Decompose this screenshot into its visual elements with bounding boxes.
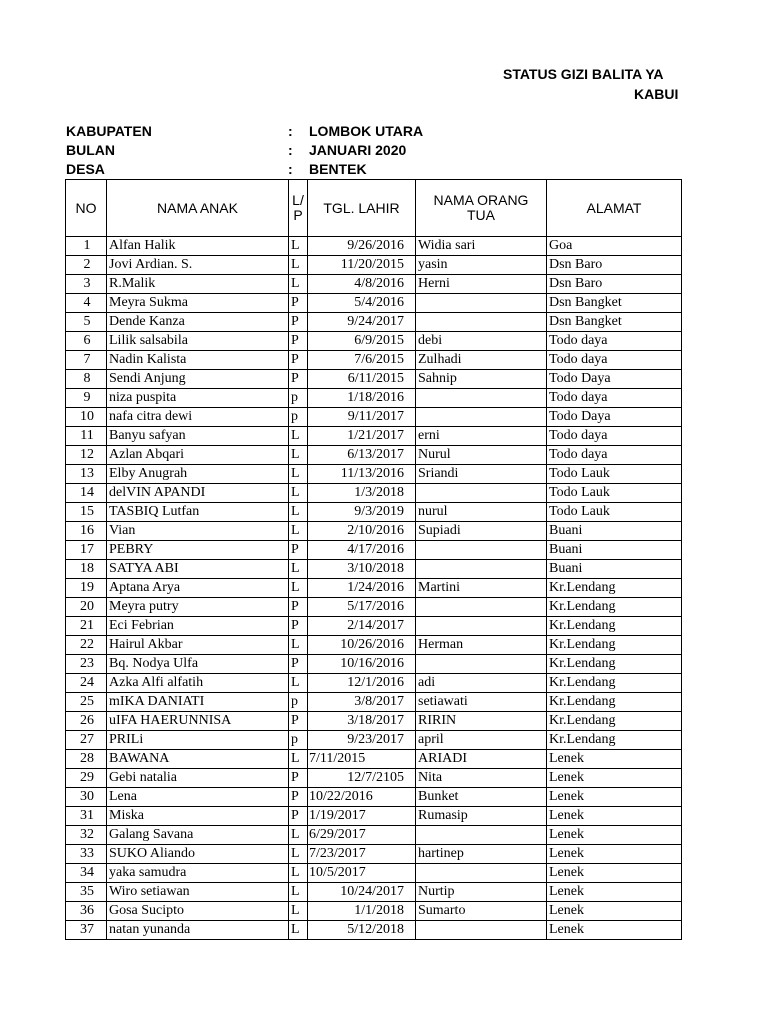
cell-lp: P — [289, 617, 308, 636]
cell-no: 19 — [66, 579, 107, 598]
table-row — [66, 256, 682, 275]
table-row — [66, 427, 682, 446]
cell-no: 25 — [66, 693, 107, 712]
table-row — [66, 503, 682, 522]
table-row — [66, 275, 682, 294]
cell-lp: L — [289, 750, 308, 769]
cell-nama-orang-tua: Nurtip — [416, 883, 547, 902]
cell-alamat: Lenek — [547, 788, 682, 807]
document-title: STATUS GIZI BALITA YA — [503, 66, 664, 82]
cell-alamat: Todo daya — [547, 446, 682, 465]
table-row — [66, 750, 682, 769]
table-row — [66, 484, 682, 503]
cell-no: 31 — [66, 807, 107, 826]
cell-nama-anak: PEBRY — [107, 541, 289, 560]
cell-nama-anak: Banyu safyan — [107, 427, 289, 446]
cell-alamat: Todo Daya — [547, 408, 682, 427]
cell-nama-orang-tua — [416, 313, 547, 332]
table-row — [66, 522, 682, 541]
table-body — [66, 237, 682, 940]
cell-nama-orang-tua: Nita — [416, 769, 547, 788]
cell-no: 12 — [66, 446, 107, 465]
cell-tgl-lahir: 11/13/2016 — [308, 465, 416, 484]
cell-no: 33 — [66, 845, 107, 864]
cell-nama-orang-tua: Nurul — [416, 446, 547, 465]
cell-lp: P — [289, 712, 308, 731]
cell-tgl-lahir: 1/3/2018 — [308, 484, 416, 503]
cell-lp: p — [289, 693, 308, 712]
cell-nama-anak: Vian — [107, 522, 289, 541]
cell-tgl-lahir: 7/23/2017 — [308, 845, 416, 864]
cell-alamat: Kr.Lendang — [547, 617, 682, 636]
cell-nama-anak: BAWANA — [107, 750, 289, 769]
document-subtitle: KABUI — [634, 86, 679, 102]
cell-tgl-lahir: 12/7/2105 — [308, 769, 416, 788]
cell-alamat: Goa — [547, 237, 682, 256]
info-separator: : — [288, 142, 293, 158]
cell-no: 14 — [66, 484, 107, 503]
cell-lp: P — [289, 294, 308, 313]
table-row — [66, 237, 682, 256]
cell-nama-anak: Gosa Sucipto — [107, 902, 289, 921]
cell-alamat: Todo daya — [547, 332, 682, 351]
cell-no: 34 — [66, 864, 107, 883]
info-label: KABUPATEN — [66, 123, 152, 139]
cell-nama-orang-tua: Sriandi — [416, 465, 547, 484]
cell-tgl-lahir: 10/22/2016 — [308, 788, 416, 807]
cell-lp: L — [289, 674, 308, 693]
cell-nama-orang-tua: nurul — [416, 503, 547, 522]
table-row — [66, 655, 682, 674]
cell-lp: L — [289, 902, 308, 921]
cell-no: 30 — [66, 788, 107, 807]
cell-alamat: Dsn Baro — [547, 275, 682, 294]
cell-tgl-lahir: 7/11/2015 — [308, 750, 416, 769]
cell-no: 16 — [66, 522, 107, 541]
cell-alamat: Lenek — [547, 845, 682, 864]
cell-nama-anak: Meyra putry — [107, 598, 289, 617]
cell-alamat: Kr.Lendang — [547, 598, 682, 617]
cell-nama-orang-tua: Zulhadi — [416, 351, 547, 370]
cell-alamat: Buani — [547, 560, 682, 579]
table-row — [66, 465, 682, 484]
cell-alamat: Kr.Lendang — [547, 674, 682, 693]
cell-alamat: Lenek — [547, 807, 682, 826]
cell-nama-anak: mIKA DANIATI — [107, 693, 289, 712]
cell-nama-orang-tua — [416, 294, 547, 313]
cell-tgl-lahir: 9/11/2017 — [308, 408, 416, 427]
cell-nama-orang-tua: Sahnip — [416, 370, 547, 389]
cell-alamat: Kr.Lendang — [547, 693, 682, 712]
cell-lp: P — [289, 313, 308, 332]
cell-tgl-lahir: 6/29/2017 — [308, 826, 416, 845]
cell-lp: L — [289, 503, 308, 522]
cell-nama-anak: Alfan Halik — [107, 237, 289, 256]
cell-tgl-lahir: 6/13/2017 — [308, 446, 416, 465]
cell-nama-orang-tua: setiawati — [416, 693, 547, 712]
table-row — [66, 826, 682, 845]
balita-table — [65, 179, 682, 940]
cell-no: 35 — [66, 883, 107, 902]
cell-nama-anak: Jovi Ardian. S. — [107, 256, 289, 275]
cell-lp: P — [289, 370, 308, 389]
cell-lp: L — [289, 921, 308, 940]
cell-nama-orang-tua: Bunket — [416, 788, 547, 807]
cell-no: 37 — [66, 921, 107, 940]
cell-alamat: Todo Daya — [547, 370, 682, 389]
table-row — [66, 769, 682, 788]
cell-tgl-lahir: 9/3/2019 — [308, 503, 416, 522]
cell-nama-anak: Meyra Sukma — [107, 294, 289, 313]
info-separator: : — [288, 161, 293, 177]
cell-tgl-lahir: 3/18/2017 — [308, 712, 416, 731]
cell-nama-anak: Elby Anugrah — [107, 465, 289, 484]
cell-alamat: Kr.Lendang — [547, 712, 682, 731]
cell-alamat: Lenek — [547, 750, 682, 769]
cell-nama-anak: Wiro setiawan — [107, 883, 289, 902]
cell-alamat: Lenek — [547, 826, 682, 845]
cell-lp: p — [289, 408, 308, 427]
cell-tgl-lahir: 10/5/2017 — [308, 864, 416, 883]
cell-nama-orang-tua — [416, 541, 547, 560]
cell-no: 9 — [66, 389, 107, 408]
cell-nama-anak: PRILi — [107, 731, 289, 750]
cell-lp: p — [289, 389, 308, 408]
cell-no: 1 — [66, 237, 107, 256]
cell-tgl-lahir: 3/10/2018 — [308, 560, 416, 579]
table-row — [66, 332, 682, 351]
cell-nama-anak: nafa citra dewi — [107, 408, 289, 427]
table-row — [66, 617, 682, 636]
cell-alamat: Lenek — [547, 864, 682, 883]
cell-no: 29 — [66, 769, 107, 788]
cell-no: 7 — [66, 351, 107, 370]
cell-no: 10 — [66, 408, 107, 427]
table-row — [66, 636, 682, 655]
cell-nama-orang-tua — [416, 389, 547, 408]
cell-alamat: Lenek — [547, 902, 682, 921]
cell-no: 18 — [66, 560, 107, 579]
cell-nama-anak: Eci Febrian — [107, 617, 289, 636]
cell-lp: P — [289, 788, 308, 807]
table-row — [66, 389, 682, 408]
column-header-alamat: ALAMAT — [547, 180, 682, 237]
cell-nama-anak: Hairul Akbar — [107, 636, 289, 655]
cell-nama-anak: Dende Kanza — [107, 313, 289, 332]
cell-no: 36 — [66, 902, 107, 921]
cell-tgl-lahir: 6/9/2015 — [308, 332, 416, 351]
cell-alamat: Kr.Lendang — [547, 636, 682, 655]
table-row — [66, 351, 682, 370]
table-row — [66, 731, 682, 750]
cell-alamat: Buani — [547, 522, 682, 541]
cell-nama-anak: SUKO Aliando — [107, 845, 289, 864]
cell-alamat: Kr.Lendang — [547, 731, 682, 750]
cell-lp: P — [289, 807, 308, 826]
cell-nama-orang-tua: Supiadi — [416, 522, 547, 541]
cell-nama-orang-tua — [416, 921, 547, 940]
cell-nama-orang-tua — [416, 864, 547, 883]
cell-nama-anak: R.Malik — [107, 275, 289, 294]
cell-no: 32 — [66, 826, 107, 845]
cell-nama-orang-tua: erni — [416, 427, 547, 446]
cell-no: 2 — [66, 256, 107, 275]
cell-nama-anak: natan yunanda — [107, 921, 289, 940]
cell-lp: P — [289, 351, 308, 370]
column-header-lp: L/ P — [289, 180, 308, 237]
cell-nama-anak: uIFA HAERUNNISA — [107, 712, 289, 731]
cell-no: 24 — [66, 674, 107, 693]
cell-nama-anak: Gebi natalia — [107, 769, 289, 788]
cell-nama-anak: Aptana Arya — [107, 579, 289, 598]
cell-alamat: Lenek — [547, 769, 682, 788]
cell-tgl-lahir: 1/1/2018 — [308, 902, 416, 921]
table-row — [66, 807, 682, 826]
cell-lp: P — [289, 655, 308, 674]
cell-alamat: Todo Lauk — [547, 465, 682, 484]
column-header-nama-orang-tua: NAMA ORANG TUA — [416, 180, 547, 237]
cell-nama-anak: Azka Alfi alfatih — [107, 674, 289, 693]
cell-no: 6 — [66, 332, 107, 351]
cell-nama-anak: Sendi Anjung — [107, 370, 289, 389]
cell-lp: L — [289, 845, 308, 864]
cell-nama-orang-tua: RIRIN — [416, 712, 547, 731]
cell-alamat: Todo Lauk — [547, 503, 682, 522]
table-row — [66, 712, 682, 731]
cell-alamat: Buani — [547, 541, 682, 560]
cell-nama-orang-tua — [416, 617, 547, 636]
cell-alamat: Todo daya — [547, 427, 682, 446]
cell-lp: L — [289, 237, 308, 256]
column-header-nama-anak: NAMA ANAK — [107, 180, 289, 237]
cell-lp: p — [289, 731, 308, 750]
cell-no: 3 — [66, 275, 107, 294]
cell-nama-orang-tua: ARIADI — [416, 750, 547, 769]
cell-tgl-lahir: 9/26/2016 — [308, 237, 416, 256]
cell-nama-anak: Miska — [107, 807, 289, 826]
cell-nama-anak: Bq. Nodya Ulfa — [107, 655, 289, 674]
cell-tgl-lahir: 3/8/2017 — [308, 693, 416, 712]
cell-nama-orang-tua — [416, 655, 547, 674]
table-row — [66, 674, 682, 693]
cell-tgl-lahir: 4/8/2016 — [308, 275, 416, 294]
cell-nama-anak: Nadin Kalista — [107, 351, 289, 370]
cell-lp: P — [289, 769, 308, 788]
table-row — [66, 408, 682, 427]
cell-lp: L — [289, 484, 308, 503]
table-row — [66, 370, 682, 389]
cell-lp: L — [289, 275, 308, 294]
table-row — [66, 864, 682, 883]
cell-nama-orang-tua — [416, 484, 547, 503]
cell-tgl-lahir: 1/19/2017 — [308, 807, 416, 826]
cell-lp: L — [289, 864, 308, 883]
cell-lp: L — [289, 446, 308, 465]
cell-alamat: Todo Lauk — [547, 484, 682, 503]
table-row — [66, 560, 682, 579]
info-value: BENTEK — [309, 161, 367, 177]
cell-nama-anak: SATYA ABI — [107, 560, 289, 579]
cell-nama-orang-tua: Widia sari — [416, 237, 547, 256]
cell-alamat: Lenek — [547, 883, 682, 902]
cell-alamat: Dsn Bangket — [547, 313, 682, 332]
table-row — [66, 921, 682, 940]
cell-no: 11 — [66, 427, 107, 446]
table-row — [66, 541, 682, 560]
cell-nama-orang-tua — [416, 408, 547, 427]
info-value: JANUARI 2020 — [309, 142, 407, 158]
cell-nama-orang-tua: Rumasip — [416, 807, 547, 826]
cell-tgl-lahir: 7/6/2015 — [308, 351, 416, 370]
cell-nama-anak: delVIN APANDI — [107, 484, 289, 503]
cell-tgl-lahir: 12/1/2016 — [308, 674, 416, 693]
cell-no: 28 — [66, 750, 107, 769]
table-row — [66, 693, 682, 712]
cell-tgl-lahir: 10/16/2016 — [308, 655, 416, 674]
cell-lp: P — [289, 541, 308, 560]
table-row — [66, 313, 682, 332]
table-row — [66, 579, 682, 598]
cell-lp: L — [289, 579, 308, 598]
cell-tgl-lahir: 5/17/2016 — [308, 598, 416, 617]
cell-tgl-lahir: 5/4/2016 — [308, 294, 416, 313]
cell-tgl-lahir: 1/18/2016 — [308, 389, 416, 408]
cell-no: 27 — [66, 731, 107, 750]
cell-lp: L — [289, 883, 308, 902]
cell-nama-orang-tua: debi — [416, 332, 547, 351]
info-value: LOMBOK UTARA — [309, 123, 424, 139]
cell-nama-anak: TASBIQ Lutfan — [107, 503, 289, 522]
cell-nama-anak: Azlan Abqari — [107, 446, 289, 465]
cell-no: 8 — [66, 370, 107, 389]
cell-lp: L — [289, 636, 308, 655]
column-header-tgl-lahir: TGL. LAHIR — [308, 180, 416, 237]
info-separator: : — [288, 123, 293, 139]
cell-alamat: Kr.Lendang — [547, 655, 682, 674]
cell-nama-orang-tua: yasin — [416, 256, 547, 275]
cell-nama-anak: niza puspita — [107, 389, 289, 408]
cell-nama-anak: Galang Savana — [107, 826, 289, 845]
cell-tgl-lahir: 1/24/2016 — [308, 579, 416, 598]
info-label: BULAN — [66, 142, 115, 158]
table-row — [66, 788, 682, 807]
cell-alamat: Dsn Baro — [547, 256, 682, 275]
cell-nama-orang-tua — [416, 826, 547, 845]
table-row — [66, 845, 682, 864]
table-row — [66, 902, 682, 921]
cell-tgl-lahir: 5/12/2018 — [308, 921, 416, 940]
table-row — [66, 446, 682, 465]
cell-lp: L — [289, 256, 308, 275]
cell-nama-anak: Lena — [107, 788, 289, 807]
cell-no: 5 — [66, 313, 107, 332]
cell-nama-anak: yaka samudra — [107, 864, 289, 883]
cell-alamat: Todo daya — [547, 389, 682, 408]
table-row — [66, 294, 682, 313]
cell-nama-orang-tua — [416, 598, 547, 617]
cell-lp: L — [289, 826, 308, 845]
cell-lp: L — [289, 522, 308, 541]
cell-nama-orang-tua: adi — [416, 674, 547, 693]
cell-nama-orang-tua: hartinep — [416, 845, 547, 864]
cell-nama-orang-tua: Sumarto — [416, 902, 547, 921]
cell-no: 4 — [66, 294, 107, 313]
cell-alamat: Kr.Lendang — [547, 579, 682, 598]
table-row — [66, 598, 682, 617]
cell-tgl-lahir: 2/10/2016 — [308, 522, 416, 541]
cell-lp: L — [289, 427, 308, 446]
cell-no: 20 — [66, 598, 107, 617]
cell-lp: P — [289, 598, 308, 617]
column-header-no: NO — [66, 180, 107, 237]
cell-alamat: Dsn Bangket — [547, 294, 682, 313]
cell-no: 23 — [66, 655, 107, 674]
cell-tgl-lahir: 9/23/2017 — [308, 731, 416, 750]
cell-tgl-lahir: 1/21/2017 — [308, 427, 416, 446]
cell-nama-orang-tua: Martini — [416, 579, 547, 598]
cell-alamat: Todo daya — [547, 351, 682, 370]
table-row — [66, 883, 682, 902]
cell-nama-anak: Lilik salsabila — [107, 332, 289, 351]
cell-no: 21 — [66, 617, 107, 636]
cell-alamat: Lenek — [547, 921, 682, 940]
cell-no: 26 — [66, 712, 107, 731]
cell-no: 15 — [66, 503, 107, 522]
cell-tgl-lahir: 2/14/2017 — [308, 617, 416, 636]
info-label: DESA — [66, 161, 105, 177]
cell-lp: P — [289, 332, 308, 351]
cell-no: 22 — [66, 636, 107, 655]
cell-no: 13 — [66, 465, 107, 484]
cell-tgl-lahir: 10/26/2016 — [308, 636, 416, 655]
cell-tgl-lahir: 6/11/2015 — [308, 370, 416, 389]
table-header-row — [66, 180, 682, 237]
cell-tgl-lahir: 11/20/2015 — [308, 256, 416, 275]
cell-tgl-lahir: 9/24/2017 — [308, 313, 416, 332]
cell-nama-orang-tua — [416, 560, 547, 579]
cell-lp: L — [289, 465, 308, 484]
cell-nama-orang-tua: Herman — [416, 636, 547, 655]
cell-lp: L — [289, 560, 308, 579]
cell-tgl-lahir: 10/24/2017 — [308, 883, 416, 902]
cell-no: 17 — [66, 541, 107, 560]
cell-nama-orang-tua: april — [416, 731, 547, 750]
cell-tgl-lahir: 4/17/2016 — [308, 541, 416, 560]
cell-nama-orang-tua: Herni — [416, 275, 547, 294]
